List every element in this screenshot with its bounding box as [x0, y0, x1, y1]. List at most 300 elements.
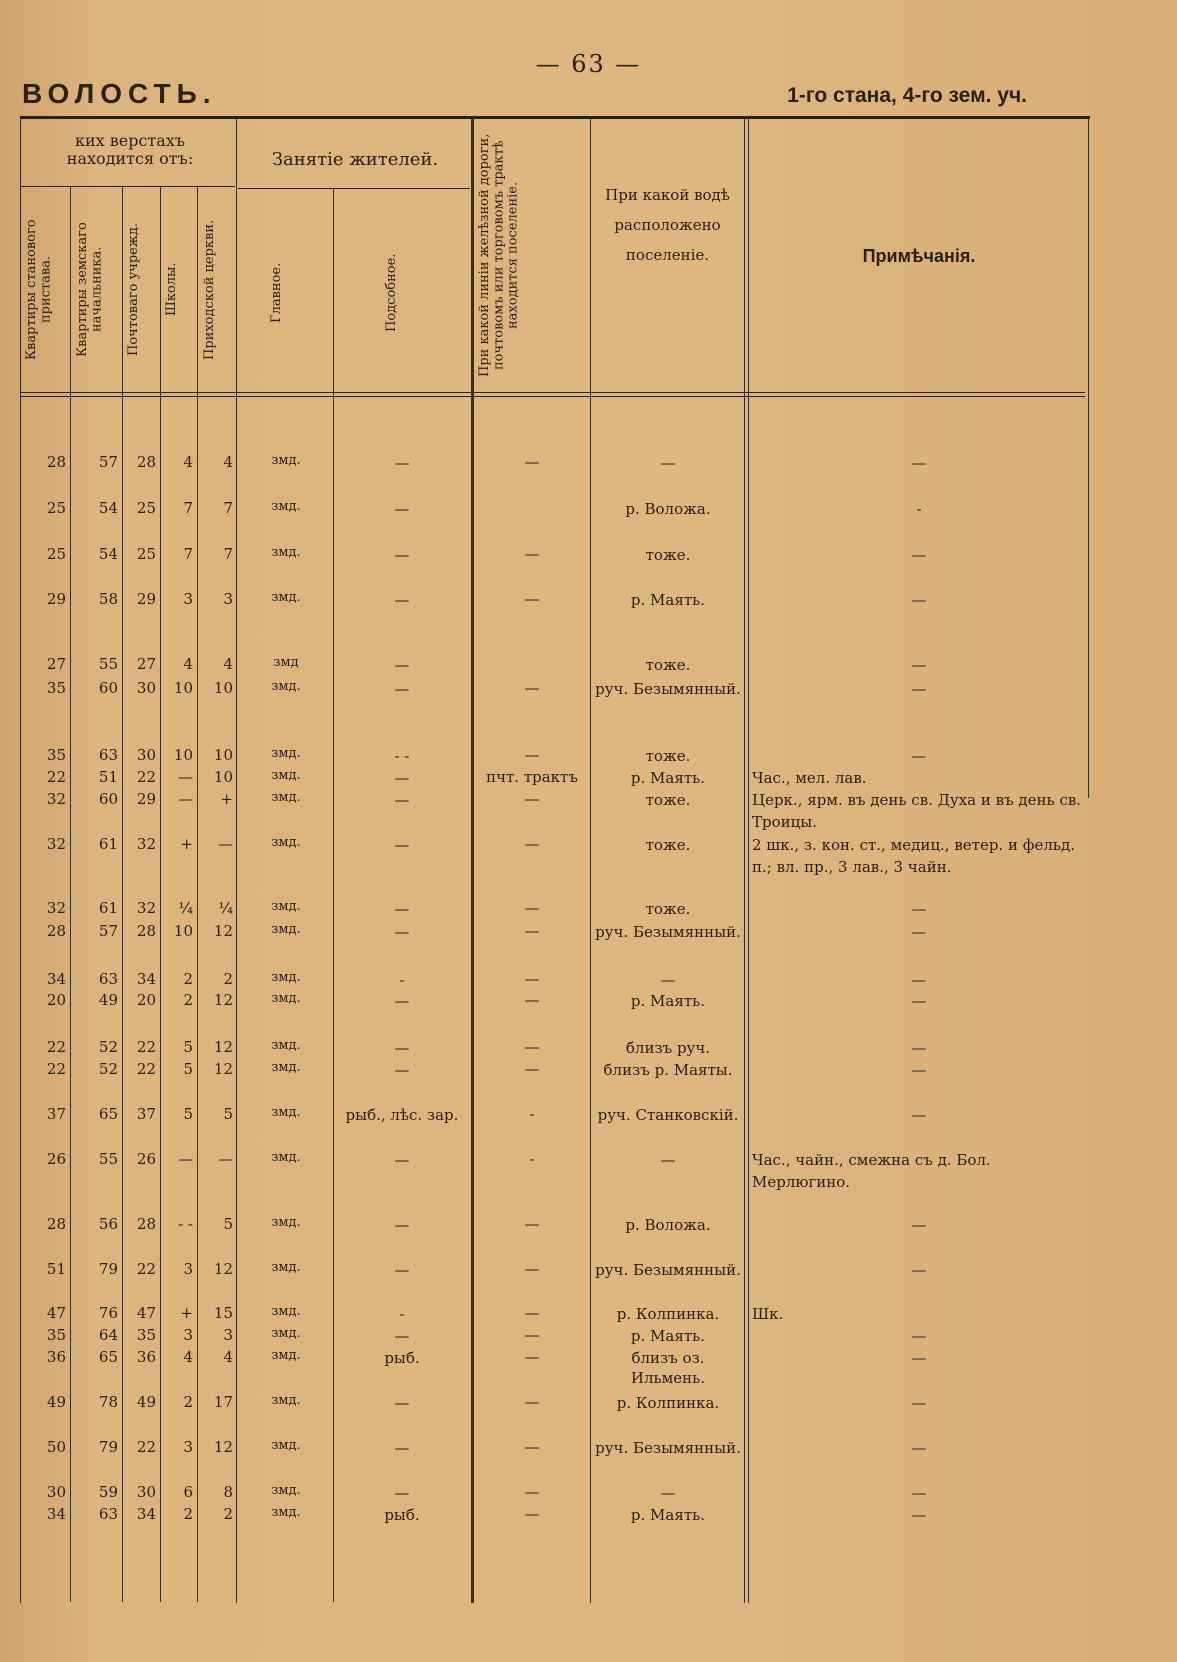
cell-note: — — [911, 1327, 927, 1345]
cell-road: — — [524, 1326, 540, 1344]
cell-a: 50 — [46, 1438, 66, 1456]
cell-d: 5 — [183, 1038, 193, 1056]
cell-b: 51 — [98, 768, 118, 786]
cell-note: — — [911, 1484, 927, 1502]
cell-note: — — [911, 1394, 927, 1412]
aux-occupation-header: Подсобное. — [384, 253, 399, 332]
cell-water: тоже. — [645, 656, 691, 674]
cell-note: — — [911, 1061, 927, 1079]
cell-d: — — [178, 790, 193, 808]
cell-aux: — — [394, 1394, 410, 1412]
cell-b: 55 — [98, 655, 118, 673]
cell-e: 4 — [223, 1348, 233, 1366]
cell-road: — — [524, 899, 540, 917]
cell-b: 57 — [98, 922, 118, 940]
cell-e: 2 — [223, 970, 233, 988]
col-rule — [70, 187, 71, 1602]
cell-aux: рыб. — [384, 1349, 420, 1367]
col-rule — [197, 187, 198, 1602]
cell-water: р. Воложа. — [625, 1216, 711, 1234]
cell-main: змд. — [271, 545, 301, 560]
cell-c: 28 — [136, 453, 156, 471]
cell-note: — — [911, 546, 927, 564]
col-rule — [333, 189, 334, 1602]
col-rule — [748, 118, 749, 1603]
cell-e: 12 — [213, 1060, 233, 1078]
cell-d: 3 — [183, 1326, 193, 1344]
cell-d: — — [178, 768, 193, 786]
cell-e: + — [220, 790, 233, 808]
cell-b: 54 — [98, 499, 118, 517]
cell-d: 2 — [183, 1393, 193, 1411]
cell-d: 10 — [173, 746, 193, 764]
cell-a: 37 — [46, 1105, 66, 1123]
cell-e: 3 — [223, 590, 233, 608]
cell-a: 25 — [46, 499, 66, 517]
cell-main: змд. — [271, 1060, 301, 1075]
cell-water: — — [660, 971, 676, 989]
cell-d: 7 — [183, 545, 193, 563]
cell-road: — — [524, 746, 540, 764]
cell-a: 22 — [46, 1038, 66, 1056]
cell-b: 52 — [98, 1038, 118, 1056]
cell-aux: - — [399, 1305, 405, 1323]
cell-c: 25 — [136, 545, 156, 563]
col-rule — [236, 118, 237, 1603]
col-rule — [160, 187, 161, 1602]
cell-d: 3 — [183, 1260, 193, 1278]
cell-aux: — — [394, 900, 410, 918]
cell-road: — — [524, 590, 540, 608]
cell-c: 30 — [136, 679, 156, 697]
water-header: При какой водѣ расположено поселеніе. — [605, 186, 730, 264]
cell-note: — — [911, 1506, 927, 1524]
cell-road: — — [524, 1393, 540, 1411]
cell-note: — — [911, 656, 927, 674]
cell-c: 22 — [136, 1038, 156, 1056]
cell-d: 5 — [183, 1060, 193, 1078]
cell-b: 49 — [98, 991, 118, 1009]
cell-b: 63 — [98, 1505, 118, 1523]
cell-note: — — [911, 1216, 927, 1234]
cell-e: 12 — [213, 922, 233, 940]
cell-e: 10 — [213, 768, 233, 786]
cell-main: змд. — [271, 1326, 301, 1341]
cell-c: 34 — [136, 970, 156, 988]
cell-d: — — [178, 1150, 193, 1168]
cell-b: 55 — [98, 1150, 118, 1168]
cell-main: змд. — [271, 590, 301, 605]
cell-e: 4 — [223, 655, 233, 673]
cell-water: р. Маять. — [630, 1327, 706, 1345]
cell-b: 52 — [98, 1060, 118, 1078]
cell-a: 29 — [46, 590, 66, 608]
road-header: При какой линіи желѣзной дороги, почтовомъ или торговомъ трактѣ находится поселеніе. — [477, 133, 521, 377]
cell-main: змд. — [271, 453, 301, 468]
cell-main: змд. — [271, 679, 301, 694]
cell-d: 10 — [173, 922, 193, 940]
cell-main: змд. — [271, 1105, 301, 1120]
cell-c: 28 — [136, 922, 156, 940]
cell-note: — — [911, 1261, 927, 1279]
cell-c: 30 — [136, 1483, 156, 1501]
cell-aux: — — [394, 454, 410, 472]
cell-road: — — [524, 1505, 540, 1523]
cell-water: р. Маять. — [630, 769, 706, 787]
cell-road: — — [524, 991, 540, 1009]
cell-e: 7 — [223, 499, 233, 517]
cell-note: — — [911, 971, 927, 989]
cell-b: 56 — [98, 1215, 118, 1233]
cell-aux: — — [394, 656, 410, 674]
cell-note: — — [911, 1439, 927, 1457]
cell-main: змд. — [271, 768, 301, 783]
cell-water: руч. Безымянный. — [595, 1439, 741, 1457]
cell-aux: рыб., лѣс. зар. — [345, 1106, 459, 1124]
district-title: 1-го стана, 4-го зем. уч. — [787, 84, 1027, 107]
post-header: Почтоваго учрежд. — [126, 223, 141, 356]
cell-water: близъ руч. — [625, 1039, 711, 1057]
cell-d: 2 — [183, 991, 193, 1009]
cell-main: змд — [273, 655, 299, 670]
cell-b: 63 — [98, 970, 118, 988]
col-rule — [122, 187, 123, 1602]
cell-note: Час., мел. лав. — [752, 769, 867, 787]
cell-b: 61 — [98, 835, 118, 853]
cell-aux: - - — [394, 747, 410, 765]
col-rule — [590, 118, 591, 1603]
cell-main: змд. — [271, 899, 301, 914]
cell-note: - — [916, 500, 922, 518]
cell-c: 34 — [136, 1505, 156, 1523]
page-number: — 63 — — [535, 50, 642, 78]
cell-c: 47 — [136, 1304, 156, 1322]
cell-d: - - — [178, 1215, 193, 1233]
cell-road: — — [524, 1038, 540, 1056]
col-rule — [1088, 118, 1089, 798]
cell-d: 10 — [173, 679, 193, 697]
cell-a: 35 — [46, 746, 66, 764]
cell-a: 27 — [46, 655, 66, 673]
cell-c: 29 — [136, 790, 156, 808]
cell-c: 35 — [136, 1326, 156, 1344]
cell-d: 4 — [183, 655, 193, 673]
cell-main: змд. — [271, 991, 301, 1006]
cell-road: — — [524, 453, 540, 471]
cell-note: — — [911, 680, 927, 698]
cell-water: близъ оз. Ильмень. — [630, 1349, 706, 1388]
cell-d: 4 — [183, 453, 193, 471]
cell-road: — — [524, 790, 540, 808]
cell-e: 10 — [213, 679, 233, 697]
cell-main: змд. — [271, 835, 301, 850]
cell-e: 12 — [213, 1438, 233, 1456]
cell-e: 12 — [213, 991, 233, 1009]
cell-aux: — — [394, 680, 410, 698]
cell-e: 17 — [213, 1393, 233, 1411]
cell-note: — — [911, 992, 927, 1010]
cell-aux: — — [394, 1039, 410, 1057]
cell-d: + — [180, 835, 193, 853]
cell-water: тоже. — [645, 747, 691, 765]
cell-e: 8 — [223, 1483, 233, 1501]
cell-water: близъ р. Маяты. — [603, 1061, 733, 1079]
cell-c: 28 — [136, 1215, 156, 1233]
cell-a: 32 — [46, 790, 66, 808]
cell-a: 51 — [46, 1260, 66, 1278]
cell-a: 36 — [46, 1348, 66, 1366]
volost-title: ВОЛОСТЬ. — [22, 78, 217, 109]
cell-e: 2 — [223, 1505, 233, 1523]
distance-group-rule — [20, 186, 235, 187]
cell-aux: — — [394, 1439, 410, 1457]
notes-header: Примѣчанія. — [862, 246, 976, 266]
cell-b: 64 — [98, 1326, 118, 1344]
cell-note: — — [911, 900, 927, 918]
cell-aux: — — [394, 1484, 410, 1502]
cell-note: Церк., ярм. въ день св. Духа и въ день св. Троицы. — [752, 791, 1082, 831]
cell-main: змд. — [271, 922, 301, 937]
cell-a: 32 — [46, 899, 66, 917]
cell-e: — — [218, 835, 233, 853]
cell-d: ¼ — [178, 899, 193, 917]
cell-e: — — [218, 1150, 233, 1168]
cell-b: 58 — [98, 590, 118, 608]
cell-main: змд. — [271, 1038, 301, 1053]
cell-a: 28 — [46, 1215, 66, 1233]
cell-b: 65 — [98, 1348, 118, 1366]
cell-main: змд. — [271, 1260, 301, 1275]
cell-d: 4 — [183, 1348, 193, 1366]
cell-a: 26 — [46, 1150, 66, 1168]
cell-d: 7 — [183, 499, 193, 517]
cell-water: тоже. — [645, 836, 691, 854]
cell-c: 37 — [136, 1105, 156, 1123]
cell-road: — — [524, 835, 540, 853]
cell-a: 34 — [46, 1505, 66, 1523]
col-rule — [471, 118, 474, 1603]
cell-e: 12 — [213, 1038, 233, 1056]
cell-water: тоже. — [645, 791, 691, 809]
cell-a: 25 — [46, 545, 66, 563]
cell-c: 20 — [136, 991, 156, 1009]
cell-c: 22 — [136, 1438, 156, 1456]
cell-e: 4 — [223, 453, 233, 471]
cell-b: 79 — [98, 1438, 118, 1456]
cell-c: 22 — [136, 768, 156, 786]
cell-road: — — [524, 1215, 540, 1233]
cell-a: 30 — [46, 1483, 66, 1501]
cell-c: 27 — [136, 655, 156, 673]
cell-aux: — — [394, 1151, 410, 1169]
cell-a: 22 — [46, 1060, 66, 1078]
zemsky-header: Квартиры земскаго начальника. — [75, 222, 105, 357]
cell-water: — — [660, 1151, 676, 1169]
col-rule — [20, 118, 21, 1603]
cell-a: 28 — [46, 453, 66, 471]
cell-water: руч. Станковскій. — [597, 1106, 739, 1124]
cell-c: 32 — [136, 835, 156, 853]
cell-main: змд. — [271, 1438, 301, 1453]
cell-note: Шк. — [752, 1305, 784, 1323]
school-header: Школы. — [164, 262, 179, 317]
cell-main: змд. — [271, 970, 301, 985]
cell-road: — — [524, 679, 540, 697]
cell-note: — — [911, 1039, 927, 1057]
cell-road: — — [524, 970, 540, 988]
cell-water: р. Колпинка. — [616, 1394, 720, 1412]
cell-road: — — [524, 1304, 540, 1322]
cell-b: 79 — [98, 1260, 118, 1278]
cell-e: 7 — [223, 545, 233, 563]
cell-water: руч. Безымянный. — [595, 680, 741, 698]
cell-a: 34 — [46, 970, 66, 988]
top-rule — [20, 116, 1090, 119]
cell-e: 5 — [223, 1215, 233, 1233]
cell-road: — — [524, 922, 540, 940]
cell-aux: — — [394, 992, 410, 1010]
cell-main: змд. — [271, 1304, 301, 1319]
cell-b: 60 — [98, 790, 118, 808]
cell-e: 5 — [223, 1105, 233, 1123]
cell-note: — — [911, 1349, 927, 1367]
cell-water: р. Воложа. — [625, 500, 711, 518]
cell-aux: — — [394, 836, 410, 854]
occupation-group-rule — [238, 188, 470, 189]
cell-d: 2 — [183, 1505, 193, 1523]
cell-e: 3 — [223, 1326, 233, 1344]
cell-a: 28 — [46, 922, 66, 940]
cell-water: р. Маять. — [630, 992, 706, 1010]
cell-water: р. Колпинка. — [616, 1305, 720, 1323]
cell-a: 47 — [46, 1304, 66, 1322]
cell-water: — — [660, 1484, 676, 1502]
cell-note: — — [911, 454, 927, 472]
cell-aux: — — [394, 923, 410, 941]
cell-d: 3 — [183, 590, 193, 608]
cell-e: 12 — [213, 1260, 233, 1278]
cell-main: змд. — [271, 1150, 301, 1165]
cell-aux: — — [394, 591, 410, 609]
cell-note: — — [911, 1106, 927, 1124]
cell-b: 60 — [98, 679, 118, 697]
cell-road: — — [524, 1060, 540, 1078]
cell-b: 76 — [98, 1304, 118, 1322]
cell-aux: рыб. — [384, 1506, 420, 1524]
cell-water: р. Маять. — [630, 1506, 706, 1524]
cell-b: 61 — [98, 899, 118, 917]
cell-road: — — [524, 545, 540, 563]
cell-c: 26 — [136, 1150, 156, 1168]
cell-main: змд. — [271, 1393, 301, 1408]
cell-water: руч. Безымянный. — [595, 1261, 741, 1279]
cell-c: 22 — [136, 1060, 156, 1078]
cell-a: 49 — [46, 1393, 66, 1411]
cell-a: 35 — [46, 679, 66, 697]
cell-b: 63 — [98, 746, 118, 764]
cell-main: змд. — [271, 1348, 301, 1363]
cell-b: 57 — [98, 453, 118, 471]
cell-b: 78 — [98, 1393, 118, 1411]
cell-road: — — [524, 1348, 540, 1366]
cell-road: — — [524, 1483, 540, 1501]
cell-aux: — — [394, 791, 410, 809]
cell-water: р. Маять. — [630, 591, 706, 609]
cell-road: пчт. трактъ — [486, 768, 578, 786]
cell-d: 6 — [183, 1483, 193, 1501]
cell-aux: — — [394, 1327, 410, 1345]
cell-note: — — [911, 591, 927, 609]
church-header: Приходской церкви. — [202, 219, 217, 360]
cell-road: - — [529, 1105, 535, 1123]
cell-aux: - — [399, 971, 405, 989]
cell-d: 2 — [183, 970, 193, 988]
cell-e: ¼ — [218, 899, 233, 917]
cell-c: 49 — [136, 1393, 156, 1411]
cell-main: змд. — [271, 790, 301, 805]
cell-water: тоже. — [645, 900, 691, 918]
cell-main: змд. — [271, 1483, 301, 1498]
cell-a: 32 — [46, 835, 66, 853]
distance-group-header: ких верстахъ находится отъ: — [66, 131, 194, 169]
cell-road: — — [524, 1438, 540, 1456]
cell-aux: — — [394, 769, 410, 787]
stanovoy-header: Квартиры станового пристава. — [24, 219, 54, 360]
cell-d: + — [180, 1304, 193, 1322]
cell-aux: — — [394, 1261, 410, 1279]
cell-c: 29 — [136, 590, 156, 608]
cell-main: змд. — [271, 1215, 301, 1230]
cell-main: змд. — [271, 1505, 301, 1520]
cell-aux: — — [394, 1061, 410, 1079]
cell-road: - — [529, 1150, 535, 1168]
cell-water: — — [660, 454, 676, 472]
cell-a: 22 — [46, 768, 66, 786]
cell-aux: — — [394, 1216, 410, 1234]
main-occupation-header: Главное. — [269, 262, 284, 323]
cell-note: 2 шк., з. кон. ст., медиц., ветер. и фельд. п.; вл. пр., 3 лав., 3 чайн. — [752, 836, 1076, 876]
cell-a: 20 — [46, 991, 66, 1009]
cell-road: — — [524, 1260, 540, 1278]
cell-c: 32 — [136, 899, 156, 917]
col-rule — [744, 118, 745, 1603]
cell-water: тоже. — [645, 546, 691, 564]
cell-main: змд. — [271, 746, 301, 761]
cell-aux: — — [394, 500, 410, 518]
header-bottom-rule-2 — [20, 396, 1085, 397]
cell-b: 54 — [98, 545, 118, 563]
cell-c: 36 — [136, 1348, 156, 1366]
cell-note: — — [911, 747, 927, 765]
cell-note: Час., чайн., смежна съ д. Бол. Мерлюгино. — [752, 1151, 991, 1191]
cell-water: руч. Безымянный. — [595, 923, 741, 941]
cell-b: 65 — [98, 1105, 118, 1123]
occupation-group-header: Занятіе жителей. — [271, 149, 439, 170]
cell-e: 15 — [213, 1304, 233, 1322]
cell-main: змд. — [271, 499, 301, 514]
cell-b: 59 — [98, 1483, 118, 1501]
cell-e: 10 — [213, 746, 233, 764]
cell-note: — — [911, 923, 927, 941]
cell-c: 30 — [136, 746, 156, 764]
cell-c: 25 — [136, 499, 156, 517]
cell-c: 22 — [136, 1260, 156, 1278]
cell-d: 3 — [183, 1438, 193, 1456]
cell-d: 5 — [183, 1105, 193, 1123]
cell-aux: — — [394, 546, 410, 564]
cell-a: 35 — [46, 1326, 66, 1344]
header-bottom-rule — [20, 392, 1085, 393]
